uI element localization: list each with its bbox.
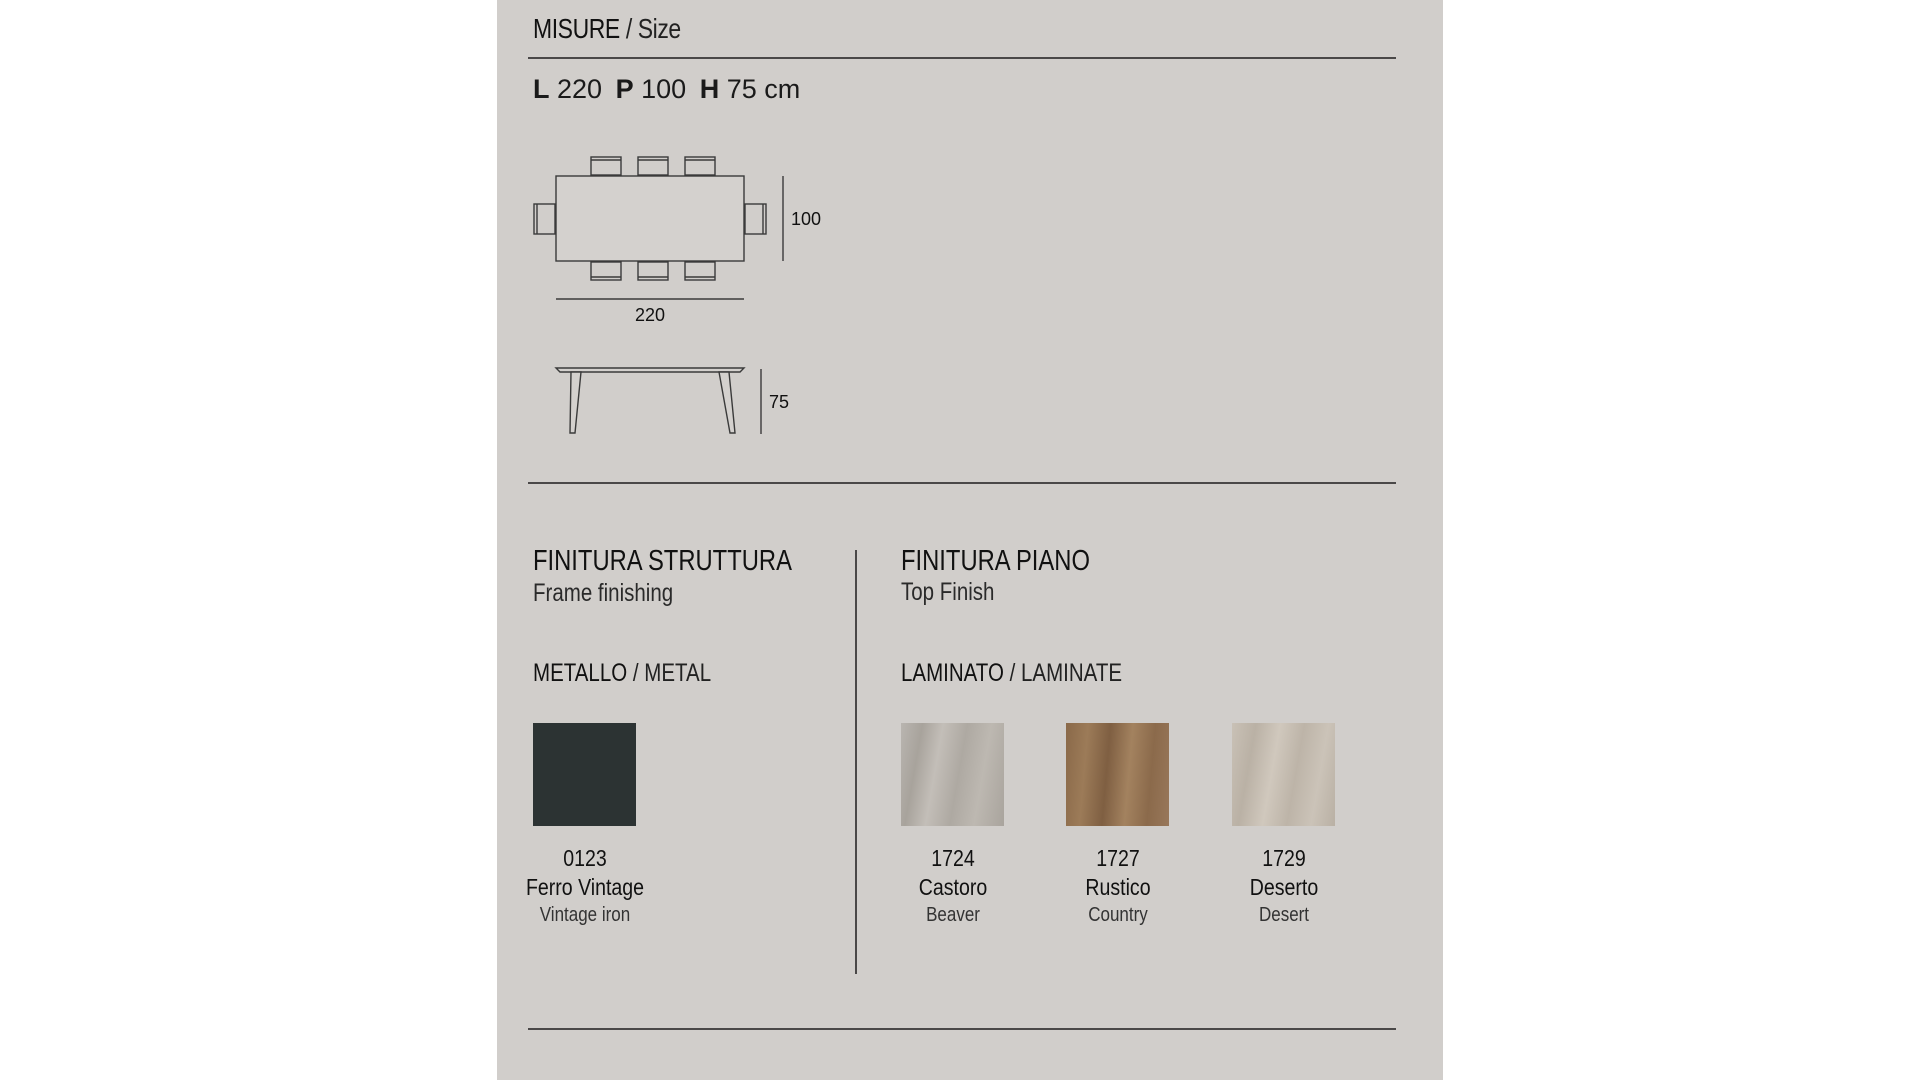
frame-material-en: METAL	[644, 659, 712, 687]
table-diagram	[527, 140, 827, 440]
dim-p-key: P	[615, 74, 634, 104]
divider-middle	[528, 482, 1396, 484]
dim-l-value: 220	[557, 74, 603, 104]
swatch-ferro-vintage-caption	[505, 844, 665, 928]
frame-finish-title: FINITURA STRUTTURA	[533, 545, 792, 577]
swatch-code: 0123	[563, 845, 607, 871]
frame-finish-subtitle: Frame finishing	[533, 579, 674, 607]
swatch-deserto	[1232, 723, 1335, 826]
top-material-it: LAMINATO	[901, 659, 1004, 687]
top-material-sep: /	[1009, 659, 1016, 687]
swatch-name-en: Country	[1088, 904, 1148, 926]
side-height-label: 75	[769, 392, 790, 412]
top-material-en: LAMINATE	[1021, 659, 1123, 687]
top-finish-subtitle: Top Finish	[901, 578, 995, 606]
swatch-name: Rustico	[1085, 874, 1151, 900]
plan-width-label: 220	[634, 305, 666, 325]
swatch-castoro	[901, 723, 1004, 826]
swatch-rustico-caption	[1038, 844, 1198, 928]
swatch-name-en: Desert	[1258, 904, 1310, 926]
dimensions-line	[533, 74, 806, 105]
plan-view-drawing	[534, 157, 783, 299]
swatch-name: Castoro	[918, 874, 988, 900]
product-sheet	[497, 0, 1443, 1080]
size-title-en: Size	[637, 13, 681, 44]
dim-l-key: L	[533, 74, 550, 104]
frame-material-sep: /	[632, 659, 639, 687]
swatch-ferro-vintage	[533, 723, 636, 826]
swatch-rustico	[1066, 723, 1169, 826]
size-title-it: MISURE	[533, 13, 620, 44]
swatch-name: Deserto	[1249, 874, 1319, 900]
size-section-title	[533, 13, 681, 45]
size-title-sep: /	[625, 13, 632, 44]
swatch-code: 1729	[1262, 845, 1306, 871]
swatch-deserto-caption	[1204, 844, 1364, 928]
swatch-code: 1727	[1096, 845, 1140, 871]
side-view-drawing	[556, 368, 761, 434]
frame-material-label	[533, 659, 711, 688]
dim-h-value: 75 cm	[726, 74, 801, 104]
divider-top	[528, 57, 1396, 59]
frame-material-it: METALLO	[533, 659, 628, 687]
top-material-label	[901, 659, 1122, 688]
dim-h-key: H	[699, 74, 720, 104]
swatch-name-en: Vintage iron	[539, 904, 631, 926]
column-divider	[855, 550, 857, 974]
divider-bottom	[528, 1028, 1396, 1030]
swatch-name: Ferro Vintage	[525, 874, 645, 900]
swatch-code: 1724	[931, 845, 975, 871]
plan-depth-label: 100	[791, 209, 822, 229]
swatch-name-en: Beaver	[926, 904, 980, 926]
top-finish-title: FINITURA PIANO	[901, 545, 1090, 577]
dim-p-value: 100	[641, 74, 687, 104]
swatch-castoro-caption	[873, 844, 1033, 928]
